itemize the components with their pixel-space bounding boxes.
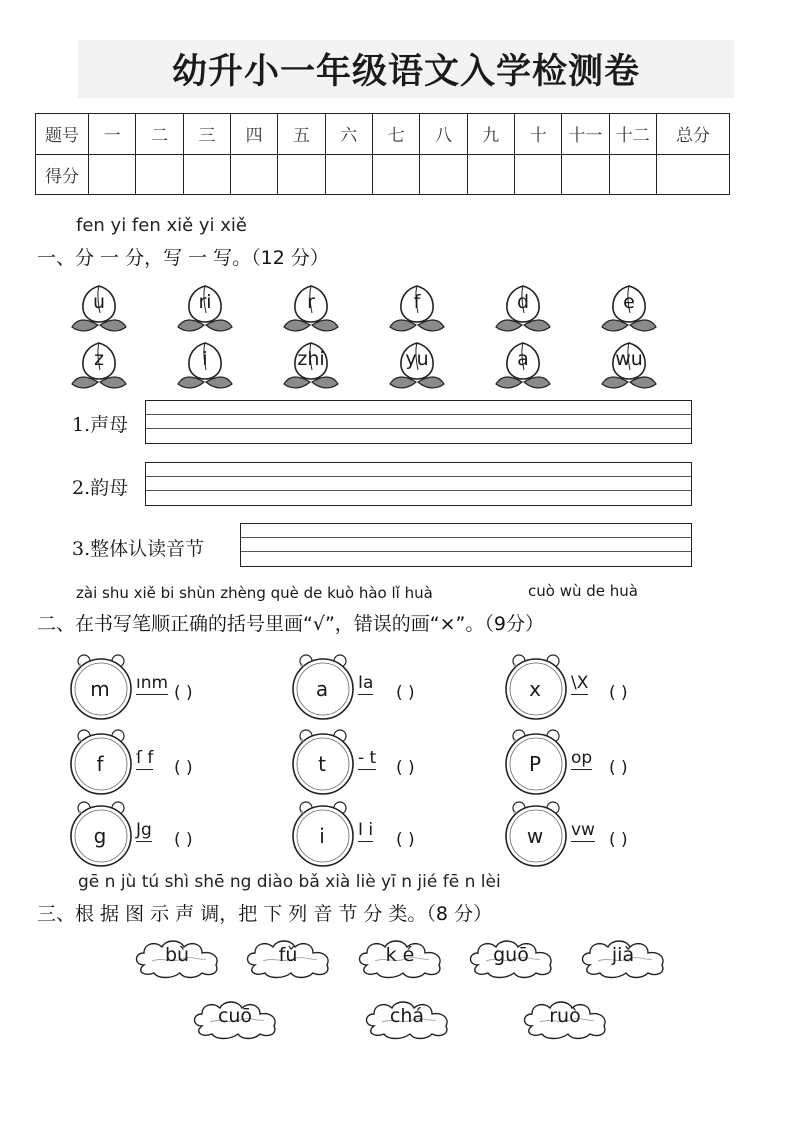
peach-syllable: u	[92, 291, 106, 313]
answer-parentheses[interactable]: ( )	[174, 830, 193, 850]
score-cell[interactable]	[183, 154, 230, 195]
cloud-syllable: bù	[164, 944, 190, 966]
answer-parentheses[interactable]: ( )	[396, 830, 415, 850]
score-cell[interactable]	[420, 154, 467, 195]
cloud-syllable: ruò	[549, 1005, 581, 1027]
score-cell[interactable]	[89, 154, 136, 195]
peach-card	[600, 340, 658, 398]
stroke-order: I i	[358, 820, 374, 840]
stroke-order: Ia	[358, 673, 374, 693]
score-cell[interactable]	[325, 154, 372, 195]
peach-card	[494, 340, 552, 398]
answer-parentheses[interactable]: ( )	[174, 758, 193, 778]
cloud-card	[243, 935, 333, 981]
section3-heading: 三、根 据 图 示 声 调，把 下 列 音 节 分 类。（8 分）	[37, 903, 493, 925]
answer-parentheses[interactable]: ( )	[609, 683, 628, 703]
col-9: 九	[467, 114, 514, 155]
col-12: 十二	[609, 114, 656, 155]
cloud-syllable: fǔ	[278, 944, 298, 966]
cloud-card	[132, 935, 222, 981]
answer-parentheses[interactable]: ( )	[609, 830, 628, 850]
cloud-card	[362, 996, 452, 1042]
section1-heading: 一、分 一 分，写 一 写。（12 分）	[37, 247, 329, 269]
score-cell[interactable]	[562, 154, 609, 195]
peach-syllable: zhi	[297, 348, 325, 370]
peach-card	[282, 283, 340, 341]
answer-parentheses[interactable]: ( )	[609, 758, 628, 778]
apple-card	[505, 653, 565, 719]
label-yunmu: 2.韵母	[72, 477, 129, 499]
apple-card	[505, 800, 565, 866]
cloud-syllable: jiǎ	[611, 944, 635, 966]
apple-card	[292, 800, 352, 866]
apple-letter: t	[318, 752, 326, 776]
cloud-card	[190, 996, 280, 1042]
score-cell[interactable]	[609, 154, 656, 195]
col-10: 十	[514, 114, 561, 155]
score-cell[interactable]	[230, 154, 277, 195]
answer-box-yunmu[interactable]	[145, 462, 692, 506]
col-5: 五	[278, 114, 325, 155]
apple-letter: a	[315, 677, 329, 701]
col-4: 四	[230, 114, 277, 155]
cloud-card	[520, 996, 610, 1042]
answer-box-shengmu[interactable]	[145, 400, 692, 444]
answer-parentheses[interactable]: ( )	[396, 683, 415, 703]
apple-card	[70, 728, 130, 794]
apple-letter: i	[319, 824, 325, 848]
peach-syllable: ri	[198, 291, 212, 313]
col-total: 总分	[657, 114, 730, 155]
apple-card	[292, 728, 352, 794]
peach-card	[388, 340, 446, 398]
section1-pinyin: fen yi fen xiě yi xiě	[76, 215, 248, 236]
stroke-order: op	[571, 748, 593, 768]
apple-letter: f	[96, 752, 104, 776]
section2-pinyin-b: cuò wù de huà	[528, 582, 638, 600]
peach-syllable: i	[202, 348, 208, 370]
cloud-syllable: guō	[493, 944, 529, 966]
stroke-order: Jg	[136, 820, 152, 840]
cloud-syllable: k é	[385, 944, 415, 966]
score-cell-total[interactable]	[657, 154, 730, 195]
score-input-row	[36, 154, 730, 195]
col-2: 二	[136, 114, 183, 155]
stroke-order: vw	[571, 820, 595, 840]
peach-syllable: wu	[615, 348, 643, 370]
col-8: 八	[420, 114, 467, 155]
peach-card	[70, 283, 128, 341]
apple-letter: P	[528, 752, 542, 776]
peach-card	[176, 283, 234, 341]
peach-syllable: r	[307, 291, 315, 313]
score-cell[interactable]	[372, 154, 419, 195]
cloud-card	[578, 935, 668, 981]
cloud-card	[355, 935, 445, 981]
answer-parentheses[interactable]: ( )	[174, 683, 193, 703]
peach-syllable: f	[413, 291, 421, 313]
apple-card	[70, 800, 130, 866]
score-header-row	[36, 114, 730, 155]
answer-box-zhengti[interactable]	[240, 523, 692, 567]
label-shengmu: 1.声母	[72, 414, 129, 436]
cloud-syllable: cuō	[217, 1005, 253, 1027]
row-label-question: 题号	[36, 114, 89, 155]
peach-syllable: d	[516, 291, 530, 313]
apple-letter: x	[529, 677, 541, 701]
score-table	[35, 113, 730, 195]
peach-syllable: z	[94, 348, 104, 370]
peach-card	[388, 283, 446, 341]
stroke-order: \X	[571, 673, 589, 693]
col-7: 七	[372, 114, 419, 155]
score-cell[interactable]	[278, 154, 325, 195]
col-3: 三	[183, 114, 230, 155]
peach-card	[176, 340, 234, 398]
cloud-syllable: chá	[389, 1005, 425, 1027]
score-cell[interactable]	[467, 154, 514, 195]
col-11: 十一	[562, 114, 609, 155]
apple-letter: w	[526, 824, 544, 848]
peach-card	[282, 340, 340, 398]
col-1: 一	[89, 114, 136, 155]
cloud-card	[466, 935, 556, 981]
peach-syllable: e	[623, 291, 635, 313]
peach-card	[600, 283, 658, 341]
section2-pinyin-a: zài shu xiě bi shùn zhèng què de kuò hào lǐ huà	[76, 584, 433, 602]
peach-syllable: a	[517, 348, 529, 370]
score-cell[interactable]	[136, 154, 183, 195]
col-6: 六	[325, 114, 372, 155]
peach-card	[70, 340, 128, 398]
apple-letter: g	[93, 824, 107, 848]
stroke-order: ınm	[136, 673, 169, 693]
apple-card	[505, 728, 565, 794]
stroke-order: - t	[358, 748, 377, 768]
row-label-score: 得分	[36, 154, 89, 195]
score-cell[interactable]	[514, 154, 561, 195]
peach-syllable: yu	[405, 348, 429, 370]
label-zhengti: 3.整体认读音节	[72, 538, 205, 560]
apple-card	[292, 653, 352, 719]
peach-card	[494, 283, 552, 341]
stroke-order: ſ f	[136, 748, 154, 768]
answer-parentheses[interactable]: ( )	[396, 758, 415, 778]
page-title: 幼升小一年级语文入学检测卷	[171, 52, 640, 92]
section3-pinyin: gē n jù tú shì shē ng diào bǎ xià liè yī n jié fē n lèi	[78, 872, 501, 892]
apple-letter: m	[90, 677, 110, 701]
apple-card	[70, 653, 130, 719]
section2-heading: 二、在书写笔顺正确的括号里画“√”，错误的画“×”。（9分）	[37, 613, 544, 635]
